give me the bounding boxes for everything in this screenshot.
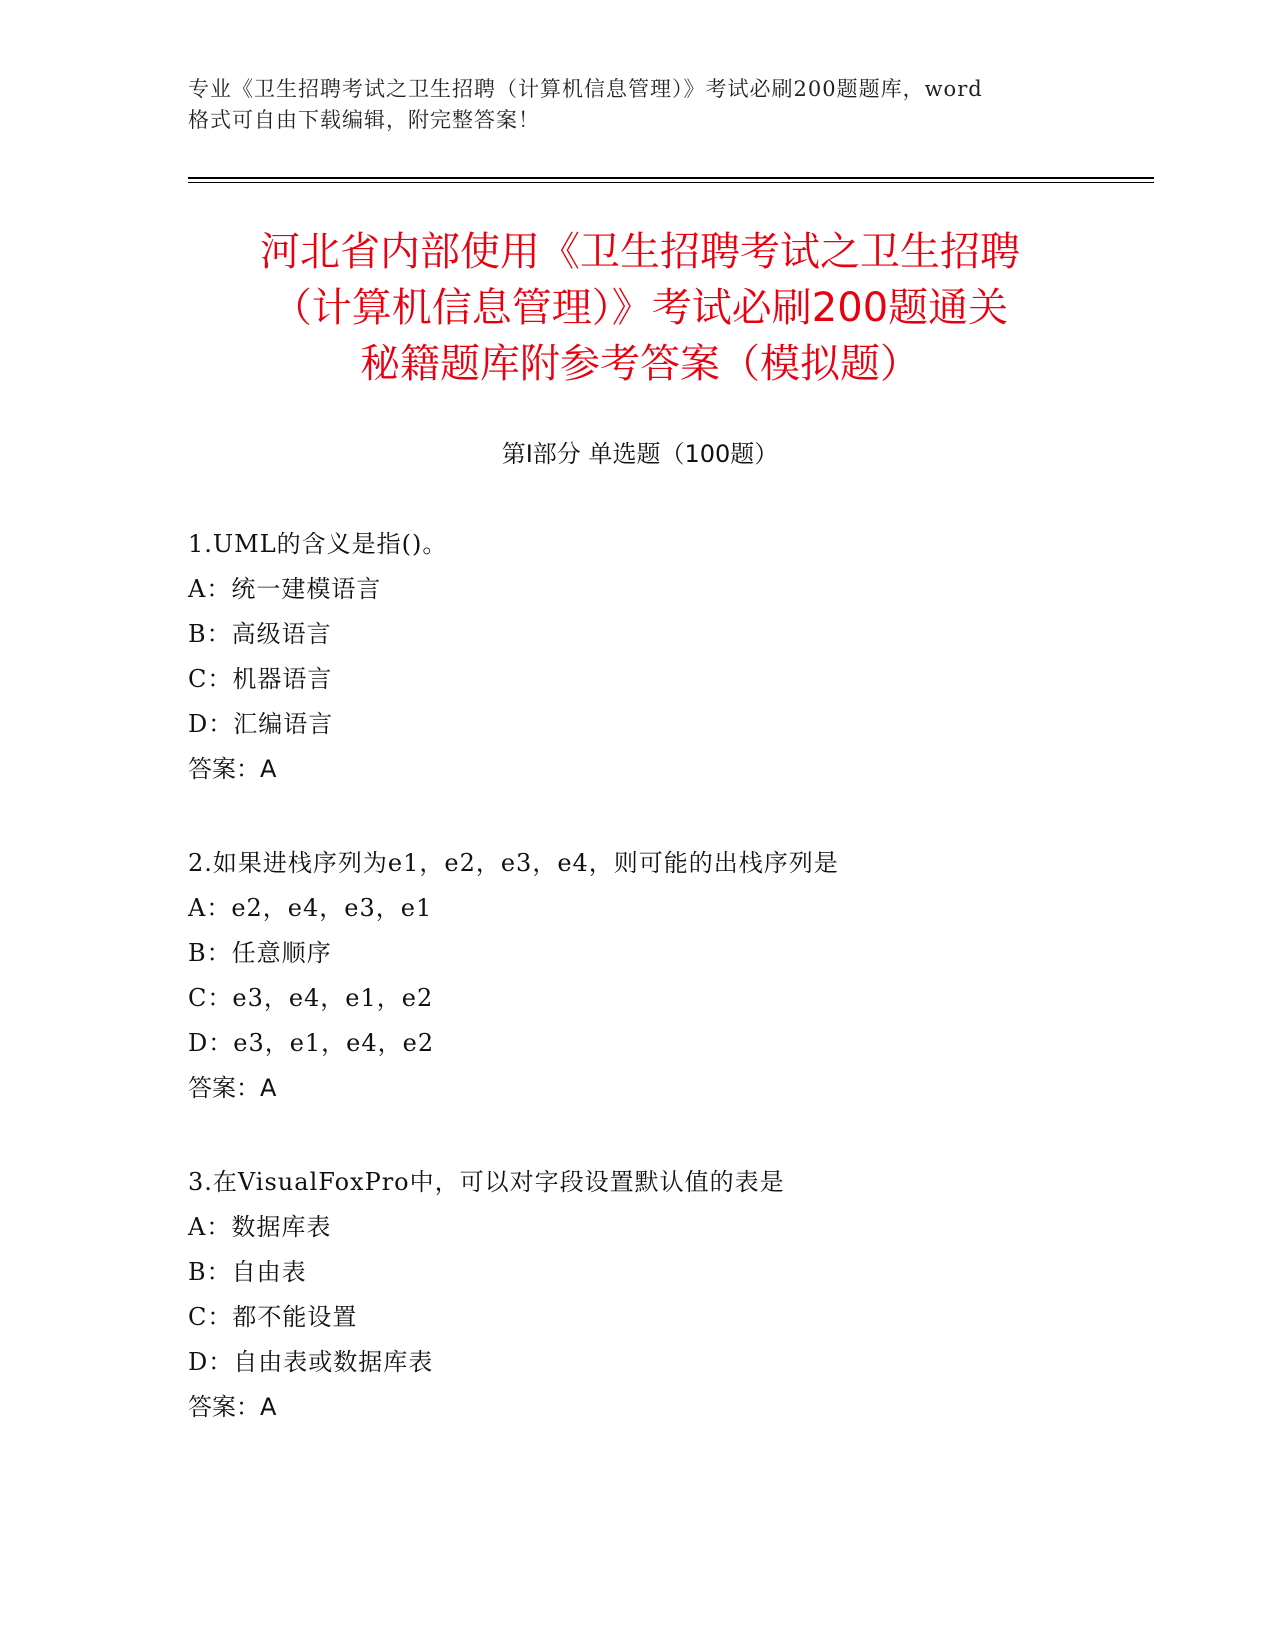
question-stem: 2.如果进栈序列为e1，e2，e3，e4，则可能的出栈序列是	[188, 849, 839, 877]
document-title-line-2: （计算机信息管理）》考试必刷200题通关	[271, 285, 1009, 331]
option-b: B：高级语言	[188, 620, 332, 648]
header-note	[188, 74, 1088, 136]
question-3	[188, 1160, 1148, 1430]
option-c: C：机器语言	[188, 665, 333, 693]
answer: 答案：A	[188, 755, 277, 783]
option-c: C：e3，e4，e1，e2	[188, 984, 434, 1012]
option-a: A：e2，e4，e3，e1	[188, 894, 433, 922]
option-d: D：自由表或数据库表	[188, 1348, 434, 1376]
header-note-line-1: 专业《卫生招聘考试之卫生招聘（计算机信息管理）》考试必刷200题题库，word	[188, 77, 983, 101]
header-divider-thin	[188, 182, 1154, 183]
answer: 答案：A	[188, 1074, 277, 1102]
question-stem: 3.在VisualFoxPro中，可以对字段设置默认值的表是	[188, 1168, 785, 1196]
section-heading: 第Ⅰ部分 单选题（100题）	[501, 440, 779, 468]
option-d: D：e3，e1，e4，e2	[188, 1029, 435, 1057]
question-stem: 1.UML的含义是指()。	[188, 530, 448, 558]
option-a: A：统一建模语言	[188, 575, 382, 603]
option-d: D：汇编语言	[188, 710, 334, 738]
option-c: C：都不能设置	[188, 1303, 358, 1331]
header-note-line-2: 格式可自由下载编辑，附完整答案！	[188, 108, 540, 132]
question-1	[188, 522, 1148, 792]
document-title-line-1: 河北省内部使用《卫生招聘考试之卫生招聘	[260, 229, 1020, 275]
question-2	[188, 841, 1148, 1111]
document-title	[170, 224, 1110, 392]
option-a: A：数据库表	[188, 1213, 332, 1241]
option-b: B：任意顺序	[188, 939, 332, 967]
document-title-line-3: 秘籍题库附参考答案（模拟题）	[360, 341, 920, 387]
option-b: B：自由表	[188, 1258, 307, 1286]
header-divider-thick	[188, 177, 1154, 179]
answer: 答案：A	[188, 1393, 277, 1421]
